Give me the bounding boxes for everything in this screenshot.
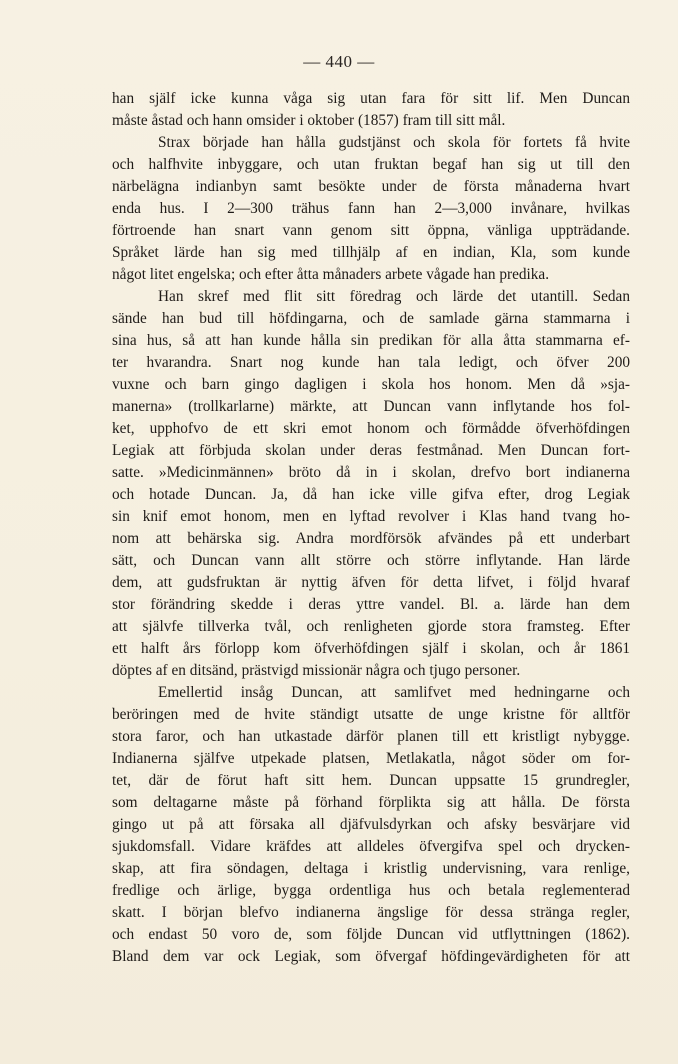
text-line: och endast 50 voro de, som följde Duncan vid utflyttningen (1862). xyxy=(112,926,630,943)
text-line: satte. »Medicinmännen» bröto då in i skolan, drefvo bort indianerna xyxy=(112,464,630,481)
text-line: ter hvarandra. Snart nog kunde han tala ledigt, och öfver 200 xyxy=(112,354,630,371)
text-line: Legiak att förbjuda skolan under deras festmånad. Men Duncan fort- xyxy=(112,442,630,459)
text-line: enda hus. I 2—300 trähus fann han 2—3,000 invånare, hvilkas xyxy=(112,200,630,217)
body-text xyxy=(112,88,630,968)
text-line: ket, upphofvo de ett skri emot honom och förmådde öfverhöfdingen xyxy=(112,420,630,437)
text-line: skap, att fira söndagen, deltaga i kristlig undervisning, vara renlige, xyxy=(112,860,630,877)
text-line: ett halft års förlopp kom öfverhöfdingen själf i skolan, och år 1861 xyxy=(112,640,630,657)
text-line: Emellertid insåg Duncan, att samlifvet med hedningarne och xyxy=(158,684,630,701)
text-line: måste åstad och hann omsider i oktober (1857) fram till sitt mål. xyxy=(112,112,506,129)
text-line: beröringen med de hvite ständigt utsatte de unge kristne för alltför xyxy=(112,706,630,723)
text-line: Indianerna själfve utpekade platsen, Metlakatla, något söder om for- xyxy=(112,750,630,767)
text-line: sin knif emot honom, men en lyftad revolver i Klas hand tvang ho- xyxy=(112,508,630,525)
text-line: tet, där de förut haft sitt hem. Duncan uppsatte 15 grundregler, xyxy=(112,772,630,789)
text-line: och halfhvite inbyggare, och utan fruktan begaf han sig ut till den xyxy=(112,156,630,173)
text-line: något litet engelska; och efter åtta månaders arbete vågade han predika. xyxy=(112,266,550,283)
text-line: Strax började han hålla gudstjänst och skola för fortets få hvite xyxy=(158,134,630,151)
text-line: förtroende han snart vann genom sitt öppna, vänliga uppträdande. xyxy=(112,222,630,239)
text-line: skatt. I början blefvo indianerna ängslige för dessa stränga regler, xyxy=(112,904,630,921)
text-line: sätt, och Duncan vann allt större och större inflytande. Han lärde xyxy=(112,552,630,569)
text-line: som deltagarne måste på förhand förplikta sig att hålla. De första xyxy=(112,794,630,811)
text-line: vuxne och barn gingo dagligen i skola hos honom. Men då »sja- xyxy=(112,376,630,393)
text-line: och hotade Duncan. Ja, då han icke ville gifva efter, drog Legiak xyxy=(112,486,630,503)
text-line: Språket lärde han sig med tillhjälp af en indian, Kla, som kunde xyxy=(112,244,630,261)
text-line: närbelägna indianbyn samt besökte under de första månaderna hvart xyxy=(112,178,630,195)
text-line: stor förändring skedde i deras yttre vandel. Bl. a. lärde han dem xyxy=(112,596,630,613)
text-line: han själf icke kunna våga sig utan fara för sitt lif. Men Duncan xyxy=(112,90,630,107)
text-line: stora faror, och han utkastade därför planen till ett kristligt nybygge. xyxy=(112,728,630,745)
text-line: dem, att gudsfruktan är nyttig äfven för detta lifvet, i följd hvaraf xyxy=(112,574,630,591)
text-line: sjukdomsfall. Vidare kräfdes att alldeles öfvergifva spel och drycken- xyxy=(112,838,630,855)
page-number: — 440 — xyxy=(303,52,375,71)
text-line: Bland dem var ock Legiak, som öfvergaf höfdingevärdigheten för att xyxy=(112,948,630,965)
text-line: Han skref med flit sitt föredrag och lärde det utantill. Sedan xyxy=(158,288,630,305)
text-line: döptes af en ditsänd, prästvigd missionär några och tjugo personer. xyxy=(112,662,521,679)
text-line: att självfe tillverka tvål, och renligheten gjorde stora framsteg. Efter xyxy=(112,618,630,635)
text-line: sina hus, så att han kunde hålla sin predikan för alla åtta stammarna ef- xyxy=(112,332,630,349)
text-line: manerna» (trollkarlarne) märkte, att Duncan vann inflytande hos fol- xyxy=(112,398,630,415)
text-line: fredlige och ärlige, bygga ordentliga hus och betala reglementerad xyxy=(112,882,630,899)
text-line: gingo ut på att försaka all djäfvulsdyrkan och afsky besvärjare vid xyxy=(112,816,630,833)
text-line: sände han bud till höfdingarna, och de samlade gärna stammarna i xyxy=(112,310,630,327)
text-line: nom att behärska sig. Andra mordförsök afvändes på ett underbart xyxy=(112,530,630,547)
